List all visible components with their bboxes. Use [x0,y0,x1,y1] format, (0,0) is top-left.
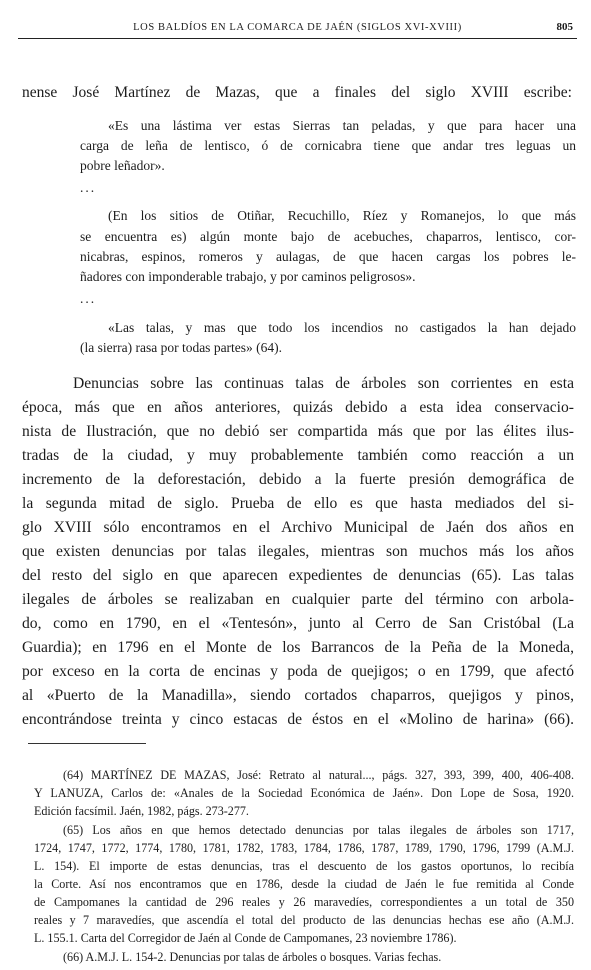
quote-line: ñadores con imponderable trabajo, y por caminos peligrosos». [80,269,416,284]
body-line: tradas de la ciudad, y muy probablemente también como reacción a un [22,447,574,464]
body-line: Guardia); en 1796 en el Monte de los Barrancos de la Peña de la Moneda, [22,639,574,656]
quote-line: «Es una lástima ver estas Sierras tan peladas, y que para hacer una [108,118,576,133]
body-line: nista de Ilustración, que no debió ser compartida más que por las élites ilus- [22,423,574,440]
body-line: Denuncias sobre las continuas talas de árboles son corrientes en esta [73,375,574,392]
quote-line: se encuentra es) algún monte bajo de acebuches, chaparros, lentisco, cor- [80,229,576,244]
footnote-line: de Campomanes la cantidad de 296 reales y 26 maravedíes, correspondientes a un total de 350 [34,895,574,909]
body-line: la segunda mitad de siglo. Prueba de ello es que hasta mediados del si- [22,495,574,512]
body-line: época, más que en años anteriores, quizás debido a esta idea conservacio- [22,399,574,416]
running-title: LOS BALDÍOS EN LA COMARCA DE JAÉN (SIGLOS XVI-XVIII) [133,22,462,33]
footnote-divider [28,743,146,744]
quote-ellipsis: ... [80,180,97,195]
footnote-line: reales y 7 maravedíes, que ascendía el total del producto de las denuncias hechas ese año (A.M.J. [34,913,574,927]
footnote-line: Edición facsímil. Jaén, 1982, págs. 273-277. [34,804,249,818]
running-header [18,20,577,39]
footnote-line: la Corte. Así nos encontramos que en 1786, desde la ciudad de Jaén le fue remitida al Conde [34,877,574,891]
body-line: ilegales de árboles se realizaban en cualquier parte del término con arbola- [22,591,574,608]
body-line: glo XVIII sólo encontramos en el Archivo Municipal de Jaén dos años en [22,519,574,536]
footnote-line: L. 154). El importe de estas denuncias, tras el descuento de los gastos oportunos, lo recibía [34,859,574,873]
body-line: incremento de la deforestación, debido a la fuerte presión demográfica de [22,471,574,488]
footnote-line: (65) Los años en que hemos detectado denuncias por talas ilegales de árboles son 1717, [63,823,574,837]
body-line: que existen denuncias por talas ilegales, mientras son muchos más los años [22,543,574,560]
quote-line: nicabras, espinos, romeros y aulagas, de que hacen cargas los pobres le- [80,249,576,264]
footnote-line: (64) MARTÍNEZ DE MAZAS, José: Retrato al natural..., págs. 327, 393, 399, 400, 406-408. [63,768,574,782]
lead-line: nense José Martínez de Mazas, que a finales del siglo XVIII escribe: [22,84,572,101]
footnote-line: L. 155.1. Carta del Corregidor de Jaén al Conde de Campomanes, 23 noviembre 1786). [34,931,457,945]
page-number: 805 [556,21,573,33]
quote-line: (En los sitios de Otiñar, Recuchillo, Ríez y Romanejos, lo que más [108,208,576,223]
body-line: del resto del siglo en que aparecen expedientes de denuncias (65). Las talas [22,567,574,584]
quote-line: pobre leñador». [80,158,165,173]
body-line: por exceso en la corta de encinas y poda de quejigos; o en 1799, que afectó [22,663,574,680]
quote-line: (la sierra) rasa por todas partes» (64). [80,340,283,355]
body-line: do, como en 1790, en el «Tentesón», junto al Cerro de San Cristóbal (La [22,615,574,632]
footnote-line: Y LANUZA, Carlos de: «Anales de la Sociedad Económica de Jaén». Don Lope de Sosa, 1920. [34,786,574,800]
footnote-line: (66) A.M.J. L. 154-2. Denuncias por talas de árboles o bosques. Varias fechas. [63,950,442,964]
quote-line: carga de leña de lentisco, ó de cornicabra tiene que andar tres leguas un [80,138,576,153]
body-line: al «Puerto de la Manadilla», siendo cortados chaparros, quejigos y pinos, [22,687,574,704]
quote-ellipsis: ... [80,291,97,306]
footnote-line: 1724, 1747, 1772, 1774, 1780, 1781, 1782, 1783, 1784, 1786, 1787, 1789, 1790, 1796, 1799 (A.M.J. [34,841,574,855]
body-line: encontrándose treinta y cinco estacas de éstos en el «Molino de harina» (66). [22,711,574,728]
quote-line: «Las talas, y mas que todo los incendios no castigados la han dejado [108,320,576,335]
